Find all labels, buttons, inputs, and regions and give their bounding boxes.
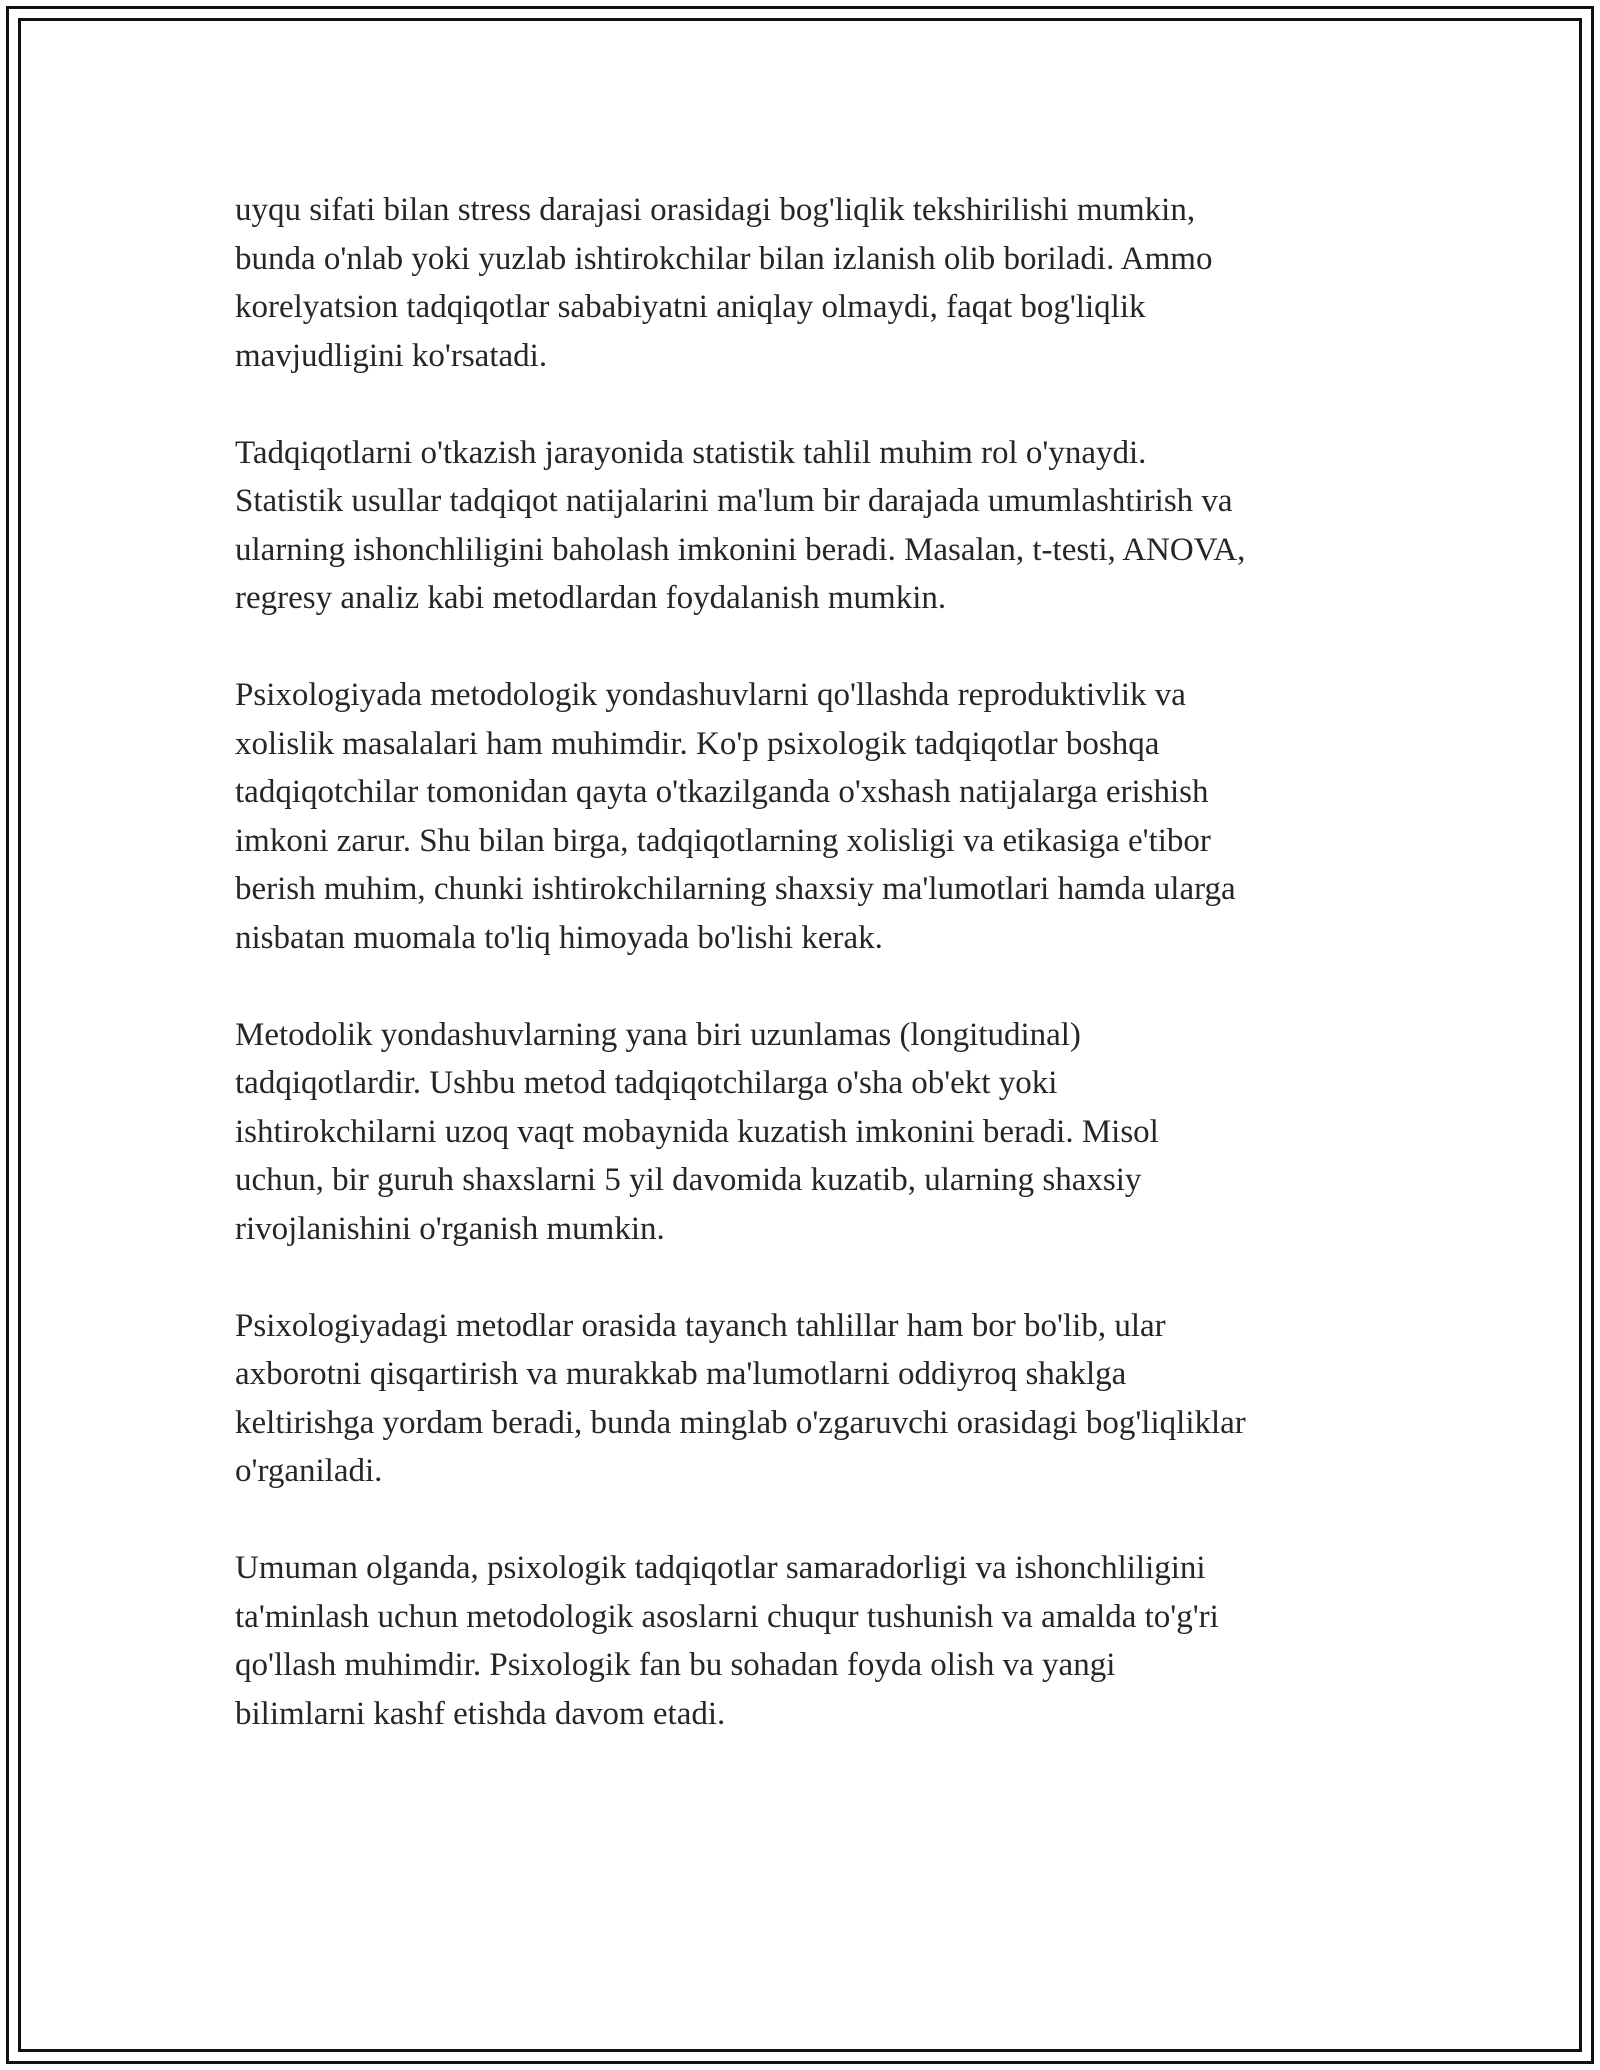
paragraph-reproducibility: Psixologiyada metodologik yondashuvlarni qo'llashda reproduktivlik va xolislik masalalari ham muhimdir. Ko'p psixologik tadqiqotlar boshqa tadqiqotchilar tomonidan qayta o'tkazilganda o'xshash natijalarga erishish imkoni zarur. Shu bilan birga, tadqiqotlarning xolisligi va etikasiga e'tibor berish muhim, chunki ishtirokchilarning shaxsiy ma'lumotlari hamda ularga nisbatan muomala to'liq himoyada bo'lishi kerak.	[235, 677, 1236, 956]
paragraph-longitudinal-research: Metodolik yondashuvlarning yana biri uzunlamas (longitudinal) tadqiqotlardir. Ushbu metod tadqiqotchilarga o'sha ob'ekt yoki ishtirokchilarni uzoq vaqt mobaynida kuzatish imkonini beradi. Misol uchun, bir guruh shaxslarni 5 yil davomida kuzatib, ularning shaxsiy rivojlanishini o'rganish mumkin.	[235, 1016, 1159, 1247]
document-body	[235, 186, 1385, 1787]
paragraph-conclusion: Umuman olganda, psixologik tadqiqotlar samaradorligi va ishonchliligini ta'minlash uchun metodologik asoslarni chuqur tushunish va amalda to'g'ri qo'llash muhimdir. Psixologik fan bu sohadan foyda olish va yangi bilimlarni kashf etishda davom etadi.	[235, 1550, 1219, 1732]
paragraph-statistical-analysis: Tadqiqotlarni o'tkazish jarayonida statistik tahlil muhim rol o'ynaydi. Statistik usullar tadqiqot natijalarini ma'lum bir darajada umumlashtirish va ularning ishonchliligini baholash imkonini beradi. Masalan, t-testi, ANOVA, regresy analiz kabi metodlardan foydalanish mumkin.	[235, 434, 1246, 616]
paragraph-correlational-research: uyqu sifati bilan stress darajasi orasidagi bog'liqlik tekshirilishi mumkin, bunda o'nlab yoki yuzlab ishtirokchilar bilan izlanish olib boriladi. Ammo korelyatsion tadqiqotlar sababiyatni aniqlay olmaydi, faqat bog'liqlik mavjudligini ko'rsatadi.	[235, 192, 1213, 374]
paragraph-factor-analysis: Psixologiyadagi metodlar orasida tayanch tahlillar ham bor bo'lib, ular axborotni qisqartirish va murakkab ma'lumotlarni oddiyroq shaklga keltirishga yordam beradi, bunda minglab o'zgaruvchi orasidagi bog'liqliklar o'rganiladi.	[235, 1307, 1246, 1489]
